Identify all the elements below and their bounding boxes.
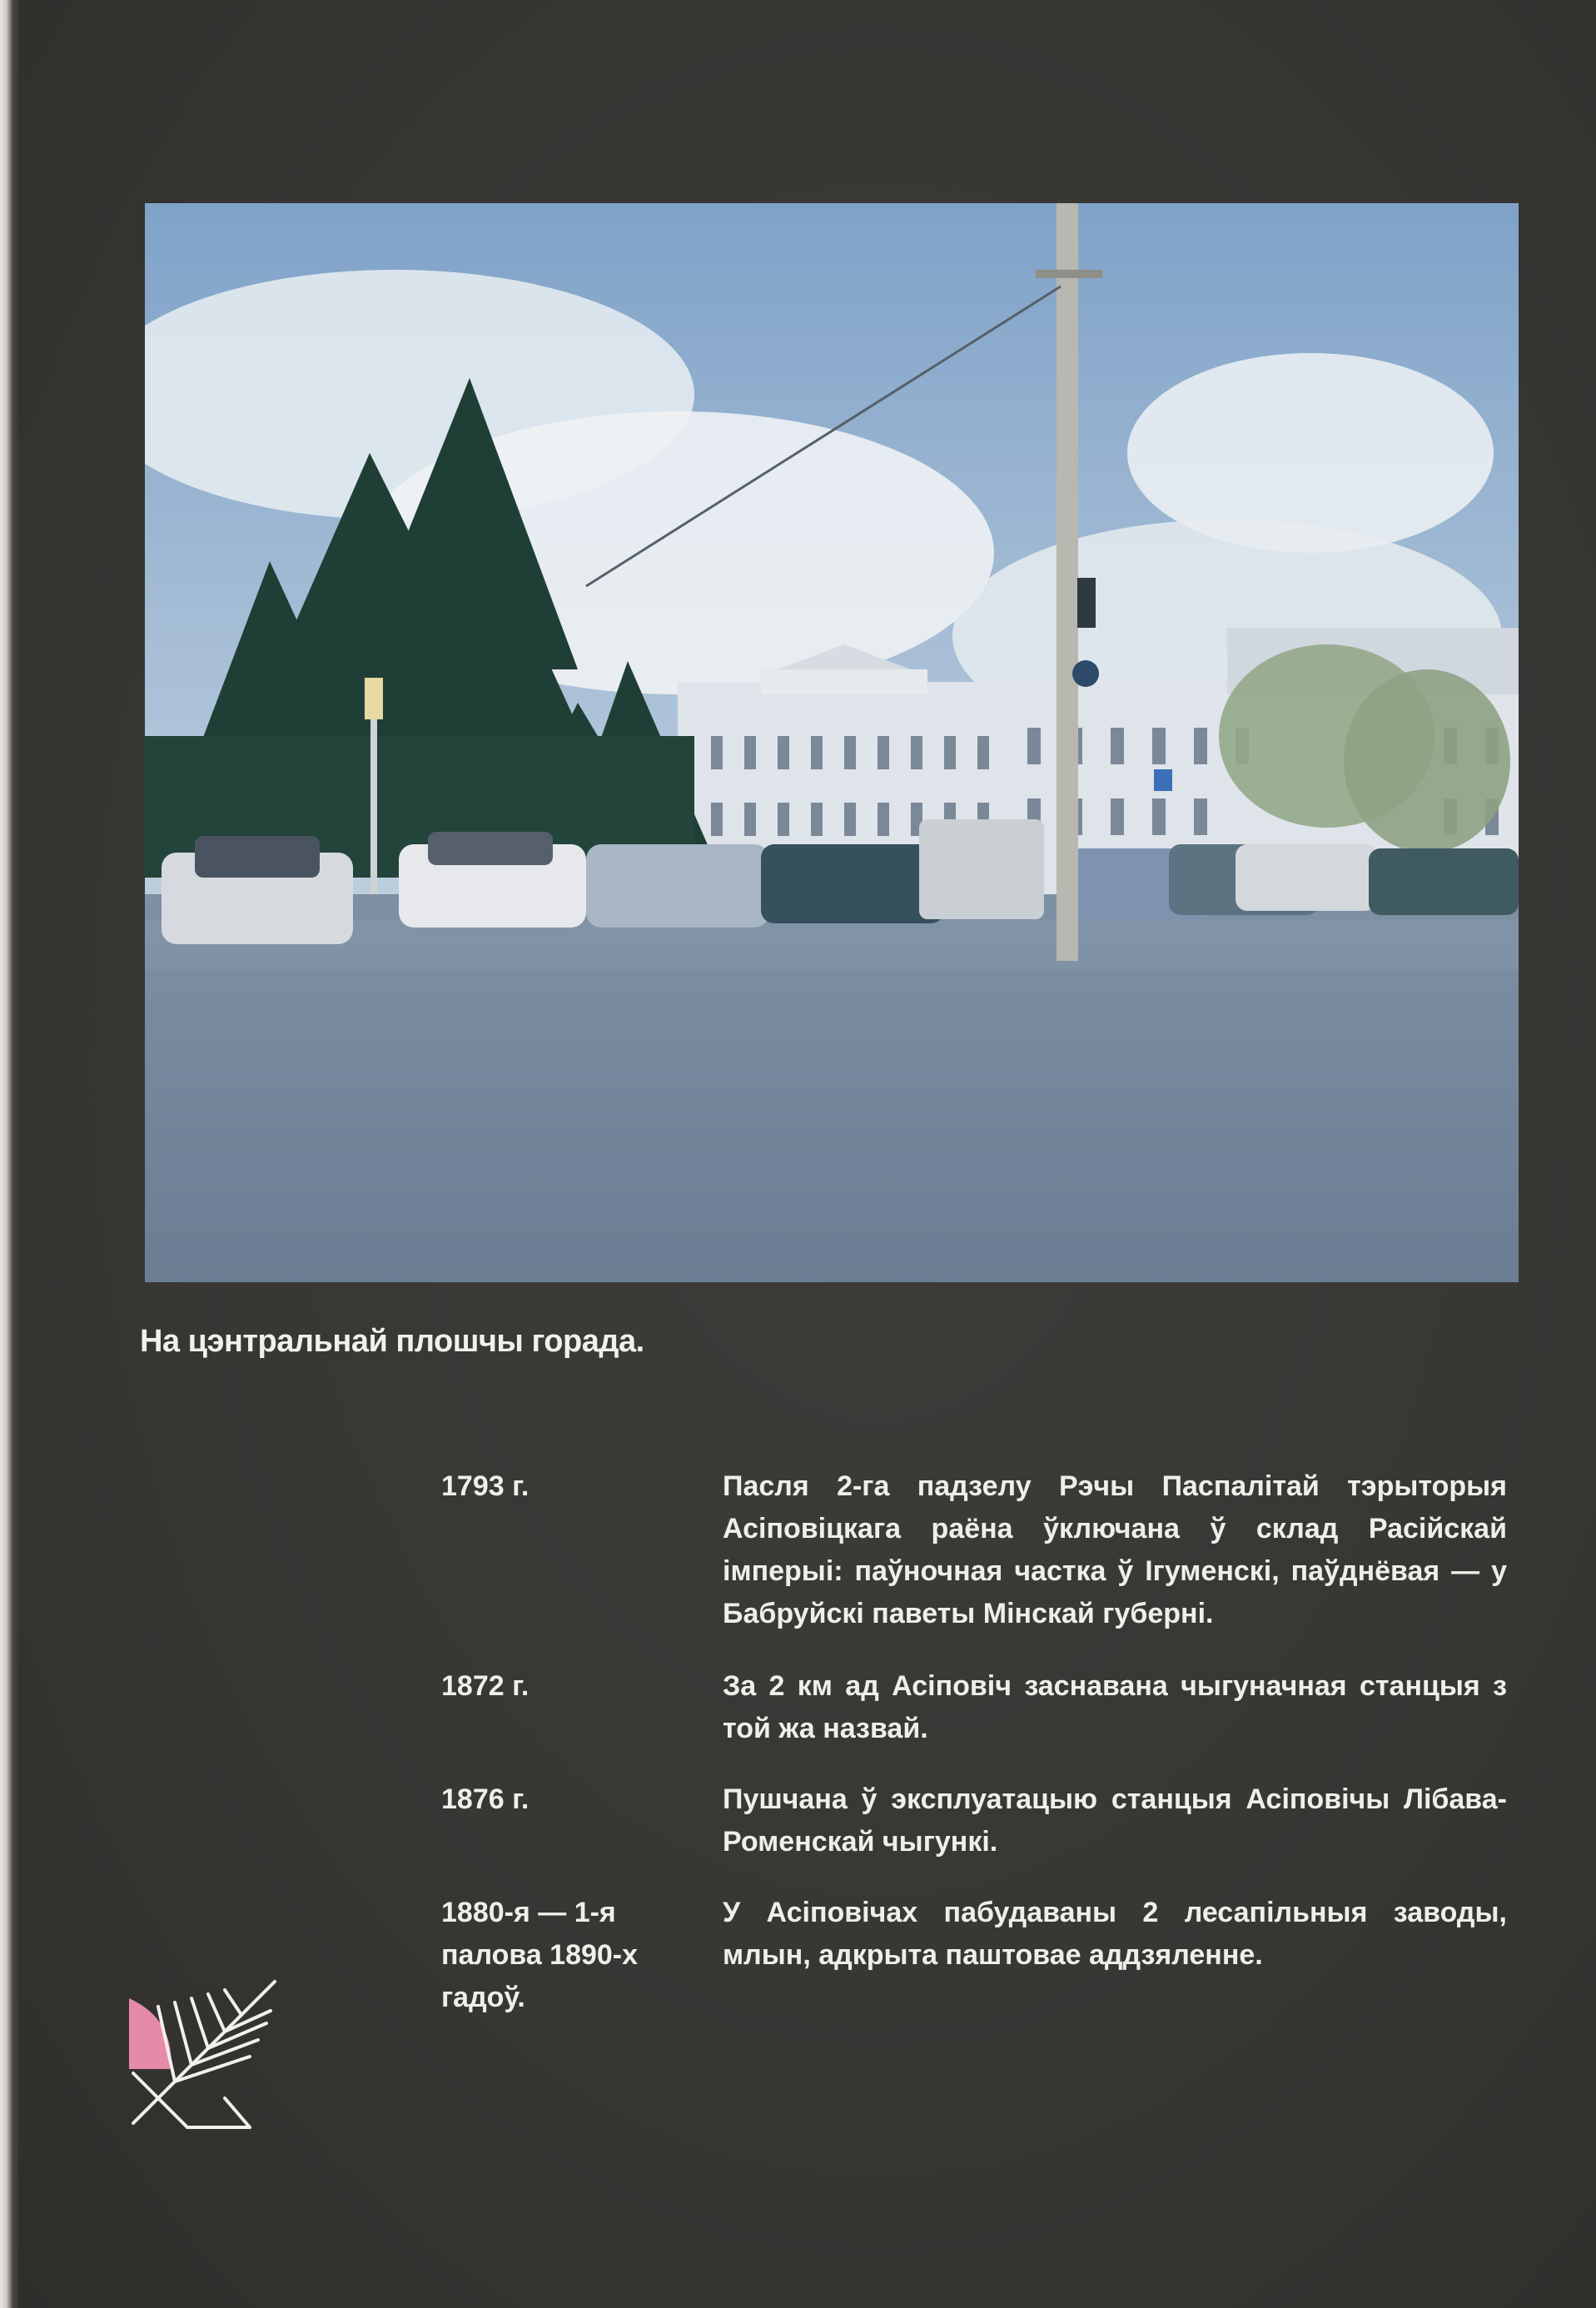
binding-edge xyxy=(0,0,18,2308)
timeline-text: Пушчана ў эксплуатацыю станцыя Асіповічы Лібава-Роменскай чыгункі. xyxy=(723,1783,1507,1858)
timeline-date: 1876 г. xyxy=(441,1783,530,1815)
timeline-date: 1872 г. xyxy=(441,1670,530,1702)
central-square-photo xyxy=(145,203,1519,1282)
timeline-text: Пасля 2-га падзелу Рэчы Паспалітай тэрыторыя Асіповіцкага раёна ўключана ў склад Расійскай імперыі: паўночная частка ў Ігуменскі, паўднёвая — у Бабруйскі паветы Мінскай губерні. xyxy=(723,1470,1507,1629)
timeline-date: 1793 г. xyxy=(441,1470,530,1502)
photo-caption: На цэнтральнай плошчы горада. xyxy=(140,1324,644,1359)
timeline-date: 1880-я — 1-я палова 1890-х гадоў. xyxy=(441,1897,639,2013)
timeline-text: У Асіповічах пабудаваны 2 лесапільныя заводы, млын, адкрыта паштовае аддзяленне. xyxy=(723,1897,1507,1971)
timeline-text: За 2 км ад Асіповіч заснавана чыгуначная станцыя з той жа назвай. xyxy=(723,1670,1507,1744)
publisher-logo xyxy=(125,1973,283,2140)
